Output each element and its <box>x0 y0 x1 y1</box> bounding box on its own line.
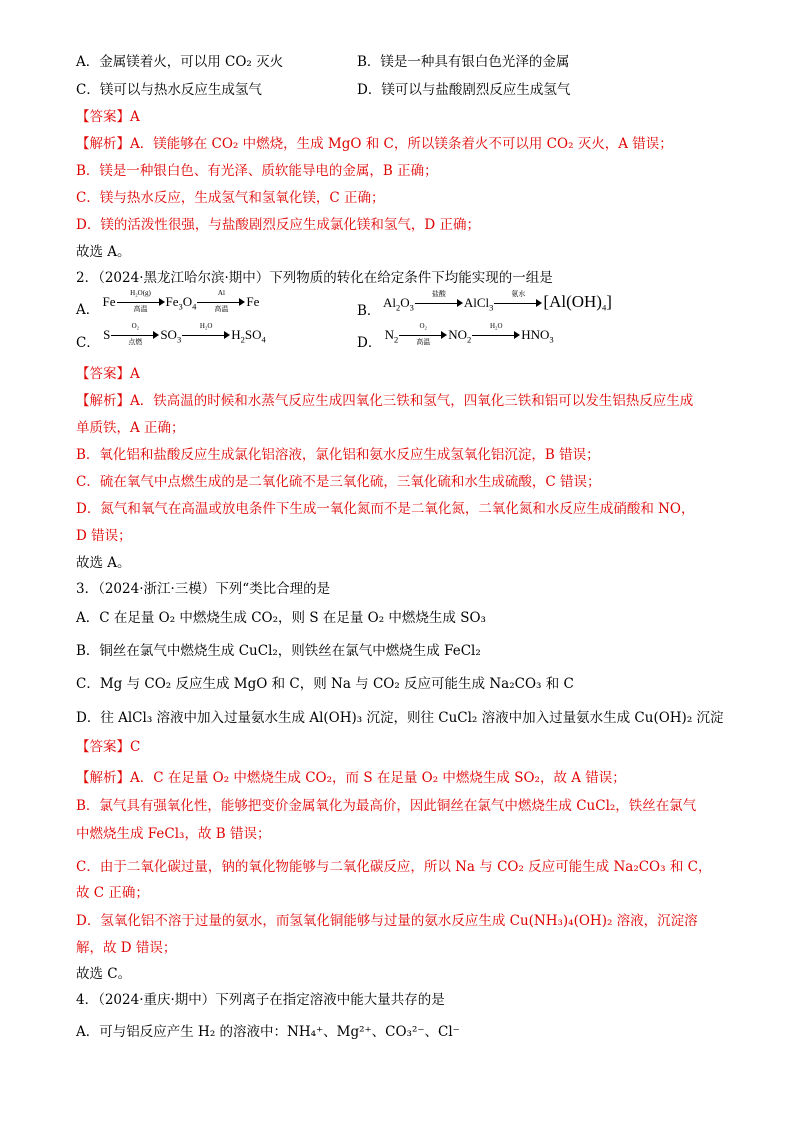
arrow: 氨水 <box>494 297 542 311</box>
q2-analysis-line-4: C．硫在氧气中点燃生成的是二氧化硫不是三氧化硫，三氧化硫和水生成硫酸，C 错误； <box>76 474 601 490</box>
q2-option-b-label: B． <box>357 303 381 319</box>
q2-analysis-line-5: D．氮气和氧气在高温或放电条件下生成一氧化氮而不是二氧化氮，二氧化氮和水反应生成硝酸和 NO， <box>76 501 695 517</box>
q2-option-c-label: C． <box>76 335 100 351</box>
q2-analysis-line-6: D 错误； <box>76 528 132 544</box>
q3-analysis-line-2: B．氯气具有强氧化性，能够把变价金属氧化为最高价，因此铜丝在氯气中燃烧生成 CuCl₂，铁丝在氯气 <box>76 798 697 814</box>
q3-analysis-line-1: 【解析】A．C 在足量 O₂ 中燃烧生成 CO₂，而 S 在足量 O₂ 中燃烧生成 SO₂，故 A 错误； <box>76 770 626 786</box>
q2-conclusion: 故选 A。 <box>76 555 131 571</box>
q1-analysis-line-2: B．镁是一种银白色、有光泽、质软能导电的金属，B 正确； <box>76 163 438 179</box>
q3-option-d: D．往 AlCl₃ 溶液中加入过量氨水生成 Al(OH)₃ 沉淀，则往 CuCl₂ 溶液中加入过量氨水生成 Cu(OH)₂ 沉淀 <box>76 710 724 726</box>
q1-option-a: A．金属镁着火，可以用 CO₂ 灭火 <box>76 54 284 70</box>
q4-option-a: A．可与铝反应产生 H₂ 的溶液中：NH₄⁺、Mg²⁺、CO₃²⁻、Cl⁻ <box>76 1024 460 1040</box>
q2-option-d-label: D． <box>357 335 382 351</box>
q1-option-b: B．镁是一种具有银白色光泽的金属 <box>357 54 570 70</box>
q4-stem: 4．（2024·重庆·期中）下列离子在指定溶液中能大量共存的是 <box>76 992 445 1008</box>
q2-option-a-label: A． <box>76 302 100 318</box>
q1-analysis-line-1: 【解析】A．镁能够在 CO₂ 中燃烧，生成 MgO 和 C，所以镁条着火不可以用 CO₂ 灭火，A 错误； <box>76 136 673 152</box>
q3-stem: 3．（2024·浙江·三模）下列“类比合理的是 <box>76 581 331 597</box>
q2-option-b: B． $Al_2O_3$ 盐酸 AlCl$_3$ 氨水 $[Al(OH)_4]$ <box>357 290 612 319</box>
q3-option-a: A．C 在足量 O₂ 中燃烧生成 CO₂，则 S 在足量 O₂ 中燃烧生成 SO₃ <box>76 610 486 626</box>
arrow: H₂O <box>472 329 520 343</box>
q3-answer: 【答案】C <box>76 739 141 755</box>
q3-analysis-line-7: 解，故 D 错误； <box>76 940 177 956</box>
arrow: H₂O <box>182 329 230 343</box>
q3-conclusion: 故选 C。 <box>76 966 132 982</box>
arrow: H₂O(g) 高温 <box>117 296 165 310</box>
arrow: O₂ 高温 <box>399 329 447 343</box>
arrow: Al 高温 <box>197 296 245 310</box>
q3-analysis-line-3: 中燃烧生成 FeCl₃，故 B 错误； <box>76 826 271 842</box>
q3-analysis-line-6: D．氢氧化铝不溶于过量的氨水，而氢氧化铜能够与过量的氨水反应生成 Cu(NH₃)₄(OH)₂ 溶液，沉淀溶 <box>76 913 698 929</box>
q1-conclusion: 故选 A。 <box>76 244 131 260</box>
q3-analysis-line-5: 故 C 正确； <box>76 885 149 901</box>
q3-option-b: B．铜丝在氯气中燃烧生成 CuCl₂，则铁丝在氯气中燃烧生成 FeCl₂ <box>76 643 481 659</box>
q1-analysis-line-3: C．镁与热水反应，生成氢气和氢氧化镁，C 正确； <box>76 190 385 206</box>
q3-option-c: C．Mg 与 CO₂ 反应生成 MgO 和 C，则 Na 与 CO₂ 反应可能生成 Na₂CO₃ 和 C <box>76 676 574 692</box>
q2-analysis-line-3: B．氧化铝和盐酸反应生成氯化铝溶液，氯化铝和氨水反应生成氢氧化铝沉淀，B 错误； <box>76 447 600 463</box>
arrow: O₂ 点燃 <box>111 329 159 343</box>
q1-analysis-line-4: D．镁的活泼性很强，与盐酸剧烈反应生成氯化镁和氢气，D 正确； <box>76 217 480 233</box>
q2-stem: 2．（2024·黑龙江哈尔滨·期中）下列物质的转化在给定条件下均能实现的一组是 <box>76 270 553 286</box>
q1-option-c: C．镁可以与热水反应生成氢气 <box>76 82 262 98</box>
q2-analysis-line-1: 【解析】A．铁高温的时候和水蒸气反应生成四氧化三铁和氢气，四氧化三铁和铝可以发生铝热反应生成 <box>76 393 694 409</box>
q1-answer: 【答案】A <box>76 109 140 125</box>
q2-analysis-line-2: 单质铁，A 正确； <box>76 420 185 436</box>
q1-option-d: D．镁可以与盐酸剧烈反应生成氢气 <box>357 82 571 98</box>
q3-analysis-line-4: C．由于二氧化碳过量，钠的氧化物能够与二氧化碳反应，所以 Na 与 CO₂ 反应可能生成 Na₂CO₃ 和 C， <box>76 859 712 875</box>
q2-option-a: A． Fe H₂O(g) 高温 $Fe_3O_4$ Al 高温 Fe <box>76 289 260 318</box>
q2-option-c: C． S O₂ 点燃 $SO_3$ H₂O $H_2SO_4$ <box>76 322 266 351</box>
arrow: 盐酸 <box>415 297 463 311</box>
q2-answer: 【答案】A <box>76 366 140 382</box>
q2-option-d: D． $N_2$ O₂ 高温 $NO_2$ H₂O $HNO_3$ <box>357 322 554 351</box>
